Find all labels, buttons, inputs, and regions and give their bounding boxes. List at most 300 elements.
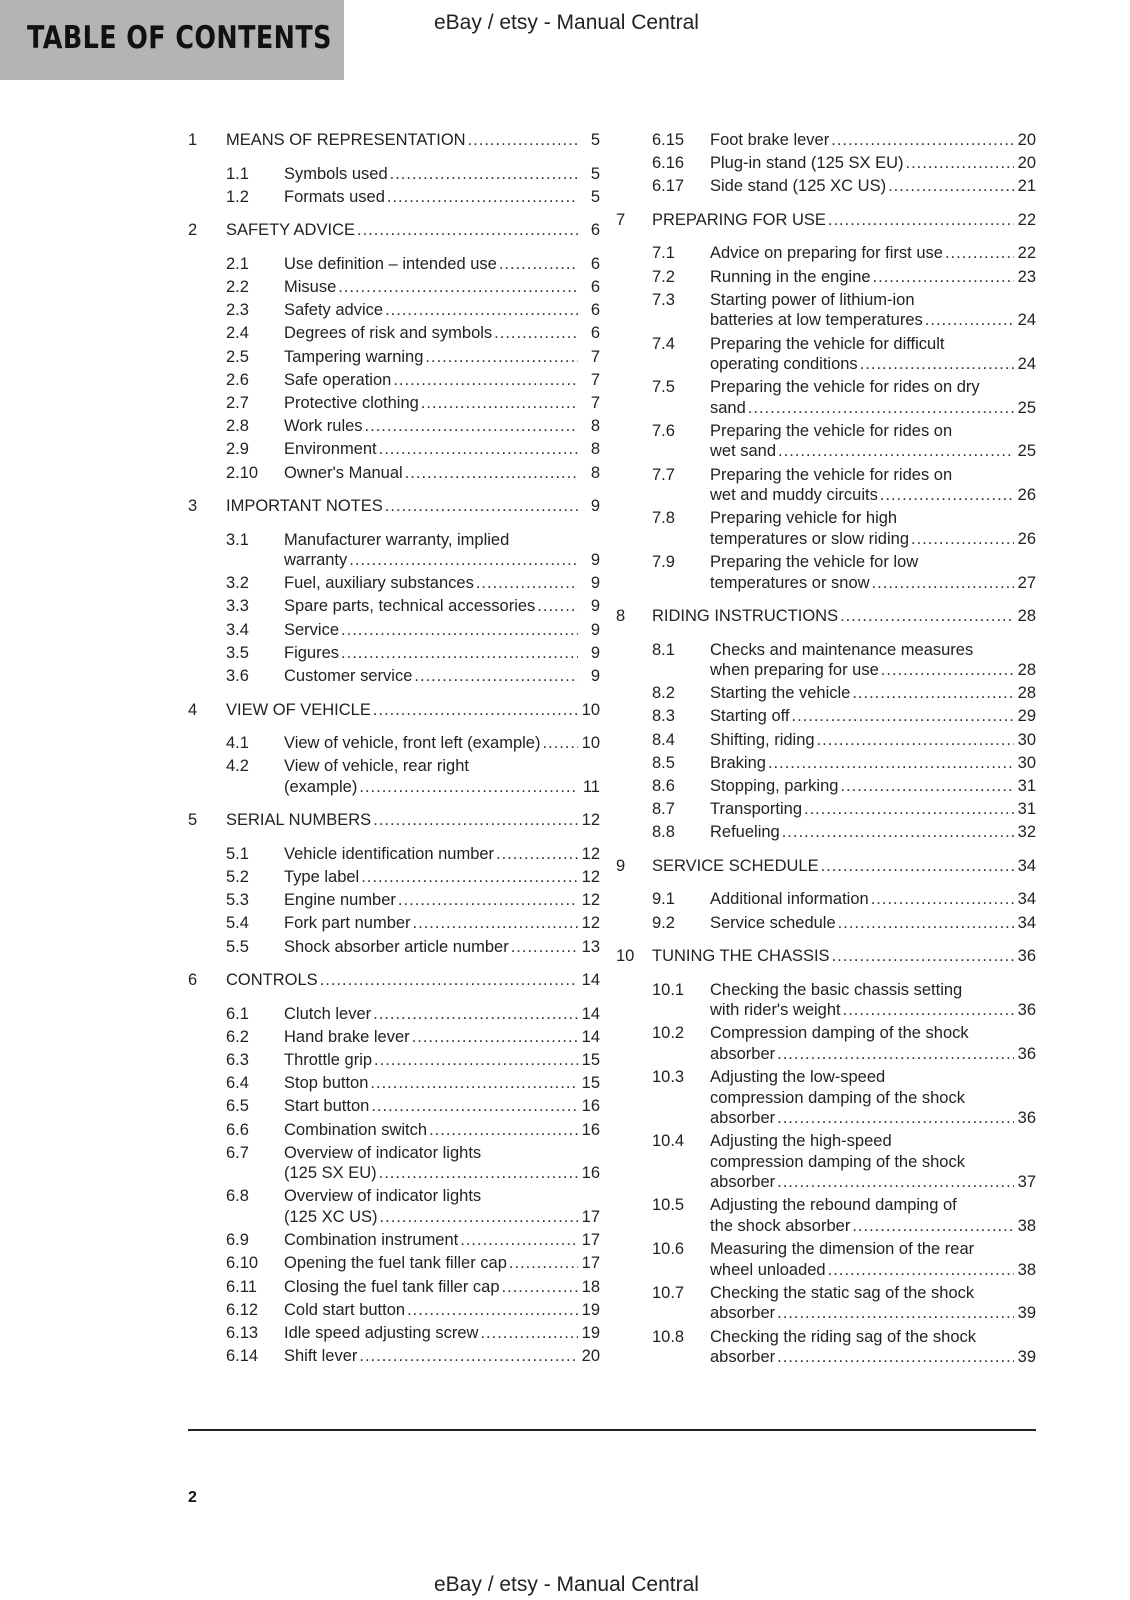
toc-entry-number: 4 (188, 700, 198, 719)
toc-entry-number: 6.16 (652, 154, 685, 173)
toc-entry-page: 21 (1017, 177, 1036, 196)
toc-entry[interactable] (616, 1023, 1036, 1064)
toc-entry-title: SERVICE SCHEDULE (652, 856, 819, 875)
toc-entry-number: 3 (188, 497, 198, 515)
toc-entry[interactable] (616, 290, 1036, 331)
toc-chapter[interactable] (188, 810, 600, 831)
toc-entry-title: Stopping, parking (710, 777, 839, 795)
toc-entry-number: 5 (188, 811, 198, 830)
toc-entry-title: Protective clothing (284, 393, 419, 412)
toc-entry-number: 6 (188, 971, 198, 989)
toc-leader-dots (777, 1347, 1014, 1368)
toc-leader-dots (777, 1044, 1014, 1065)
toc-entry-page: 8 (590, 417, 600, 436)
toc-entry-title: Hand brake lever (284, 1027, 410, 1046)
toc-entry-page: 34 (1017, 890, 1036, 909)
toc-leader-dots (413, 913, 578, 934)
toc-entry-number: 6.5 (226, 1097, 249, 1116)
toc-entry[interactable] (188, 463, 600, 484)
toc-entry-number: 2.6 (226, 370, 249, 389)
toc-leader-dots (374, 1050, 578, 1071)
toc-leader-dots (880, 485, 1014, 506)
toc-entry-page: 12 (581, 914, 600, 933)
toc-entry-page: 32 (1017, 823, 1036, 842)
toc-entry-title: Service (284, 620, 340, 639)
toc-entry-title: Work rules (284, 417, 363, 436)
toc-entry[interactable] (188, 370, 600, 391)
toc-leader-dots (777, 1303, 1014, 1324)
toc-leader-dots (817, 730, 1014, 751)
toc-entry-title: Preparing the vehicle for rides on (710, 465, 953, 484)
toc-entry[interactable] (616, 377, 1036, 418)
toc-entry[interactable] (188, 1230, 600, 1251)
toc-entry-page: 6 (590, 277, 600, 296)
toc-entry-title: Plug-in stand (125 SX EU) (710, 154, 904, 173)
toc-entry-number: 10.8 (652, 1327, 685, 1346)
toc-entry-number: 7.3 (652, 290, 675, 309)
toc-entry-page: 30 (1017, 753, 1036, 772)
toc-entry-page: 18 (581, 1277, 600, 1296)
toc-entry-number: 2 (188, 221, 198, 240)
toc-leader-dots (341, 620, 578, 641)
toc-entry-title: Additional information (710, 890, 869, 909)
toc-entry-title: Manufacturer warranty, implied (284, 530, 510, 549)
toc-entry-number: 10 (616, 947, 635, 966)
toc-entry-title: Starting power of lithium-ion (710, 290, 915, 309)
page-title: TABLE OF CONTENTS (27, 20, 332, 56)
toc-leader-dots (425, 347, 578, 368)
toc-entry-title: absorber (710, 1348, 776, 1366)
toc-entry-title: wet sand (710, 442, 777, 461)
toc-entry-page: 24 (1017, 311, 1036, 330)
toc-entry-page: 34 (1017, 913, 1036, 932)
toc-entry-title: absorber (710, 1109, 776, 1127)
toc-entry-page: 6 (590, 221, 600, 240)
toc-entry-number: 4.1 (226, 734, 249, 752)
toc-entry[interactable] (188, 1323, 600, 1344)
toc-entry-title: IMPORTANT NOTES (226, 497, 383, 515)
toc-entry-title: Checks and maintenance measures (710, 640, 974, 659)
toc-entry-number: 6.12 (226, 1300, 259, 1319)
toc-entry-title: Starting off (710, 707, 790, 726)
toc-entry[interactable] (188, 756, 600, 797)
toc-entry-page: 16 (581, 1164, 600, 1183)
toc-leader-dots (852, 1216, 1013, 1237)
toc-entry-number: 6.6 (226, 1120, 249, 1139)
toc-leader-dots (509, 1253, 578, 1274)
toc-entry-number: 5.2 (226, 867, 249, 886)
toc-entry[interactable] (188, 416, 600, 437)
page-number: 2 (188, 1489, 197, 1506)
toc-leader-dots (499, 254, 578, 275)
toc-entry-title: Vehicle identification number (284, 844, 495, 863)
toc-leader-dots (365, 416, 578, 437)
toc-entry[interactable] (188, 1186, 600, 1227)
toc-leader-dots (414, 666, 578, 687)
toc-entry-title: Symbols used (284, 164, 388, 183)
toc-entry[interactable] (188, 164, 600, 185)
toc-entry-page: 31 (1017, 800, 1036, 819)
toc-entry-page: 17 (581, 1207, 600, 1226)
toc-entry[interactable] (616, 508, 1036, 549)
toc-leader-dots (911, 529, 1014, 550)
toc-leader-dots (925, 310, 1014, 331)
toc-entry-title: when preparing for use (710, 661, 879, 679)
toc-entry[interactable] (188, 1300, 600, 1321)
toc-leader-dots (393, 370, 578, 391)
toc-entry-title: Misuse (284, 277, 337, 296)
toc-entry-number: 2.8 (226, 417, 249, 436)
toc-entry-number: 10.5 (652, 1196, 685, 1215)
toc-entry-number: 2.10 (226, 463, 259, 482)
toc-entry-page: 13 (581, 937, 600, 956)
toc-leader-dots (373, 1004, 578, 1025)
toc-entry-title: Fuel, auxiliary substances (284, 574, 474, 593)
toc-entry[interactable] (188, 187, 600, 208)
toc-entry-number: 2.7 (226, 393, 249, 412)
toc-entry[interactable] (188, 254, 600, 275)
toc-entry-title: Combination instrument (284, 1231, 459, 1250)
toc-chapter[interactable] (188, 496, 600, 517)
toc-entry[interactable] (616, 1131, 1036, 1193)
toc-entry-page: 38 (1017, 1260, 1036, 1279)
toc-entry-title: Engine number (284, 891, 396, 910)
toc-entry-title: compression damping of the shock (710, 1088, 965, 1107)
toc-leader-dots (320, 970, 578, 991)
toc-leader-dots (385, 496, 578, 517)
toc-leader-dots (494, 323, 578, 344)
toc-entry-number: 1.2 (226, 187, 249, 206)
toc-entry-page: 28 (1017, 684, 1036, 703)
toc-entry[interactable] (188, 300, 600, 321)
toc-entry-title: operating conditions (710, 355, 858, 373)
toc-entry[interactable] (188, 573, 600, 594)
toc-entry[interactable] (616, 980, 1036, 1021)
toc-entry-title: Checking the static sag of the shock (710, 1283, 975, 1302)
toc-entry-page: 6 (590, 301, 600, 320)
toc-entry-number: 3.5 (226, 643, 249, 662)
toc-chapter[interactable] (616, 856, 1036, 877)
toc-entry[interactable] (616, 421, 1036, 462)
toc-entry[interactable] (188, 1004, 600, 1025)
toc-entry-number: 7 (616, 210, 626, 229)
toc-leader-dots (542, 733, 577, 754)
toc-leader-dots (888, 176, 1014, 197)
toc-entry-page: 19 (581, 1323, 600, 1342)
toc-entry-title: Formats used (284, 187, 385, 206)
toc-entry[interactable] (188, 1073, 600, 1094)
toc-entry-page: 9 (590, 497, 600, 515)
toc-leader-dots (831, 130, 1013, 151)
toc-entry-number: 6.7 (226, 1143, 249, 1162)
toc-entry-number: 6.2 (226, 1027, 249, 1046)
toc-entry-number: 6.10 (226, 1254, 259, 1273)
toc-leader-dots (373, 700, 578, 721)
toc-entry[interactable] (188, 666, 600, 687)
toc-entry[interactable] (616, 176, 1036, 197)
toc-leader-dots (768, 753, 1014, 774)
toc-leader-dots (871, 889, 1014, 910)
toc-entry-number: 2.9 (226, 440, 249, 459)
toc-entry-page: 12 (581, 867, 600, 886)
toc-entry-number: 6.8 (226, 1187, 249, 1206)
toc-entry[interactable] (616, 1195, 1036, 1236)
toc-entry[interactable] (188, 1346, 600, 1367)
toc-leader-dots (380, 1207, 578, 1228)
toc-chapter[interactable] (616, 946, 1036, 967)
toc-entry[interactable] (188, 1253, 600, 1274)
toc-entry-title: (125 SX EU) (284, 1164, 377, 1183)
toc-entry-title: Overview of indicator lights (284, 1187, 482, 1206)
toc-entry-title: Safe operation (284, 370, 392, 389)
toc-entry[interactable] (616, 776, 1036, 797)
toc-entry-title: wheel unloaded (710, 1260, 826, 1279)
toc-entry[interactable] (188, 596, 600, 617)
toc-entry-number: 5.1 (226, 844, 249, 863)
toc-chapter[interactable] (616, 210, 1036, 231)
toc-entry[interactable] (616, 552, 1036, 593)
toc-entry-title: Shifting, riding (710, 730, 815, 749)
toc-entry-number: 8.7 (652, 800, 675, 819)
toc-leader-dots (804, 799, 1014, 820)
toc-entry-number: 3.3 (226, 597, 249, 616)
toc-entry[interactable] (616, 1283, 1036, 1324)
toc-leader-dots (385, 300, 578, 321)
toc-entry[interactable] (188, 393, 600, 414)
toc-entry[interactable] (616, 913, 1036, 934)
toc-entry-title: Running in the engine (710, 267, 871, 286)
toc-entry-number: 2.5 (226, 347, 249, 366)
toc-entry[interactable] (188, 277, 600, 298)
toc-entry-number: 10.1 (652, 980, 685, 999)
toc-entry[interactable] (616, 706, 1036, 727)
toc-entry-page: 34 (1017, 856, 1036, 875)
toc-entry[interactable] (188, 620, 600, 641)
toc-entry-title: Side stand (125 XC US) (710, 177, 887, 196)
toc-entry-title: Start button (284, 1097, 370, 1116)
toc-entry[interactable] (616, 267, 1036, 288)
toc-entry[interactable] (188, 867, 600, 888)
toc-entry[interactable] (188, 1096, 600, 1117)
toc-leader-dots (881, 660, 1014, 681)
toc-entry[interactable] (188, 1027, 600, 1048)
toc-leader-dots (906, 153, 1014, 174)
toc-entry-page: 7 (590, 370, 600, 389)
toc-entry-title: Compression damping of the shock (710, 1024, 969, 1043)
toc-entry-number: 2.2 (226, 277, 249, 296)
toc-entry-page: 9 (590, 620, 600, 639)
toc-leader-dots (421, 393, 578, 414)
toc-leader-dots (359, 1346, 577, 1367)
toc-entry-number: 6.17 (652, 177, 685, 196)
toc-entry-page: 36 (1017, 1044, 1036, 1063)
toc-entry-title: RIDING INSTRUCTIONS (652, 607, 839, 625)
toc-entry-number: 4.2 (226, 757, 249, 776)
toc-leader-dots (349, 550, 578, 571)
toc-entry-title: Preparing the vehicle for rides on (710, 421, 953, 440)
toc-entry-number: 10.7 (652, 1283, 685, 1302)
toc-entry-title: temperatures or snow (710, 573, 870, 592)
toc-entry-title: Clutch lever (284, 1004, 372, 1023)
toc-entry-title: absorber (710, 1044, 776, 1063)
toc-leader-dots (838, 913, 1014, 934)
toc-entry[interactable] (616, 1327, 1036, 1368)
toc-entry-title: Service schedule (710, 913, 836, 932)
toc-entry[interactable] (616, 1067, 1036, 1129)
toc-entry[interactable] (188, 347, 600, 368)
toc-entry-number: 9 (616, 856, 626, 875)
toc-entry-title: Throttle grip (284, 1050, 373, 1069)
toc-leader-dots (359, 777, 578, 798)
toc-entry-title: Shift lever (284, 1347, 358, 1366)
toc-entry[interactable] (188, 1277, 600, 1298)
toc-entry[interactable] (616, 465, 1036, 506)
toc-entry-title: Overview of indicator lights (284, 1143, 482, 1162)
toc-entry-page: 38 (1017, 1216, 1036, 1235)
toc-leader-dots (843, 1000, 1014, 1021)
toc-entry-page: 9 (590, 597, 600, 616)
toc-leader-dots (496, 844, 578, 865)
toc-entry-number: 8.8 (652, 823, 675, 842)
toc-entry-number: 3.4 (226, 620, 249, 639)
toc-entry[interactable] (616, 640, 1036, 681)
toc-entry-number: 1.1 (226, 164, 249, 183)
toc-entry-page: 8 (590, 463, 600, 482)
toc-entry-number: 9.2 (652, 913, 675, 932)
toc-entry[interactable] (616, 889, 1036, 910)
toc-chapter[interactable] (188, 970, 600, 991)
toc-entry-page: 22 (1017, 244, 1036, 263)
toc-entry-title: View of vehicle, rear right (284, 757, 469, 776)
toc-entry-number: 6.11 (226, 1277, 257, 1296)
toc-entry-number: 1 (188, 131, 198, 149)
toc-entry[interactable] (188, 1120, 600, 1141)
toc-entry-title: Figures (284, 643, 340, 662)
toc-entry-page: 22 (1017, 210, 1036, 229)
toc-entry-page: 39 (1017, 1304, 1036, 1323)
toc-entry-title: View of vehicle, front left (example) (284, 734, 541, 752)
toc-entry-page: 16 (581, 1097, 600, 1116)
toc-entry-number: 8.6 (652, 777, 675, 795)
toc-leader-dots (840, 606, 1014, 627)
toc-chapter[interactable] (188, 220, 600, 241)
toc-entry-page: 39 (1017, 1348, 1036, 1366)
toc-entry-page: 37 (1017, 1173, 1036, 1192)
footer-divider (188, 1429, 1036, 1431)
toc-entry-number: 6.1 (226, 1004, 249, 1023)
toc-entry[interactable] (616, 334, 1036, 375)
toc-entry-title: Preparing the vehicle for difficult (710, 334, 945, 353)
toc-entry-title: VIEW OF VEHICLE (226, 700, 371, 719)
toc-entry-title: Refueling (710, 823, 780, 842)
toc-entry-title: with rider's weight (710, 1001, 841, 1020)
toc-entry[interactable] (616, 753, 1036, 774)
toc-entry-title: TUNING THE CHASSIS (652, 947, 830, 966)
toc-entry-page: 17 (581, 1254, 600, 1273)
toc-entry-page: 10 (581, 734, 600, 752)
toc-entry-page: 36 (1017, 1001, 1036, 1020)
toc-entry[interactable] (188, 530, 600, 571)
toc-entry[interactable] (188, 439, 600, 460)
toc-entry-page: 29 (1017, 707, 1036, 726)
toc-entry-number: 8 (616, 607, 626, 625)
toc-leader-dots (398, 890, 578, 911)
toc-entry[interactable] (188, 1050, 600, 1071)
toc-entry[interactable] (616, 730, 1036, 751)
toc-entry[interactable] (616, 683, 1036, 704)
toc-entry-page: 5 (590, 187, 600, 206)
toc-entry[interactable] (616, 822, 1036, 843)
toc-entry-title: wet and muddy circuits (710, 486, 878, 505)
toc-leader-dots (537, 596, 578, 617)
toc-entry-title: Use definition – intended use (284, 254, 497, 273)
toc-entry-number: 6.15 (652, 131, 685, 149)
toc-entry[interactable] (188, 323, 600, 344)
toc-entry[interactable] (188, 937, 600, 958)
toc-entry-page: 36 (1017, 1109, 1036, 1127)
toc-entry-number: 7.6 (652, 421, 675, 440)
toc-entry-title: Transporting (710, 800, 803, 819)
toc-entry-page: 12 (581, 891, 600, 910)
toc-leader-dots (480, 1323, 577, 1344)
toc-entry[interactable] (188, 913, 600, 934)
toc-leader-dots (502, 1277, 578, 1298)
toc-leader-dots (405, 463, 578, 484)
toc-entry[interactable] (616, 1239, 1036, 1280)
toc-entry-title: Checking the riding sag of the shock (710, 1327, 976, 1346)
toc-entry[interactable] (188, 1143, 600, 1184)
toc-entry-title: PREPARING FOR USE (652, 210, 826, 229)
toc-leader-dots (832, 946, 1014, 967)
toc-entry-title: temperatures or slow riding (710, 529, 909, 548)
toc-entry[interactable] (616, 130, 1036, 151)
toc-leader-dots (341, 643, 578, 664)
toc-entry[interactable] (616, 153, 1036, 174)
toc-leader-dots (387, 187, 578, 208)
toc-entry-number: 7.4 (652, 334, 675, 353)
toc-entry-page: 10 (581, 700, 600, 719)
toc-entry-number: 7.9 (652, 553, 675, 571)
toc-entry-number: 2.4 (226, 324, 249, 343)
toc-entry-title: Checking the basic chassis setting (710, 980, 963, 999)
toc-entry-title: Stop button (284, 1074, 369, 1093)
toc-entry[interactable] (188, 890, 600, 911)
toc-entry[interactable] (616, 799, 1036, 820)
toc-chapter[interactable] (188, 130, 600, 151)
toc-entry-number: 2.3 (226, 301, 249, 320)
toc-entry-title: Owner's Manual (284, 463, 403, 482)
toc-entry-page: 6 (590, 254, 600, 273)
toc-leader-dots (371, 1096, 577, 1117)
toc-entry[interactable] (616, 243, 1036, 264)
toc-leader-dots (338, 277, 578, 298)
toc-leader-dots (778, 441, 1014, 462)
toc-chapter[interactable] (188, 700, 600, 721)
toc-entry-title: batteries at low temperatures (710, 311, 923, 330)
toc-chapter[interactable] (616, 606, 1036, 627)
toc-entry-number: 6.3 (226, 1050, 249, 1069)
toc-entry-page: 20 (1017, 154, 1036, 173)
toc-entry-page: 19 (581, 1300, 600, 1319)
toc-entry-number: 3.2 (226, 574, 249, 593)
toc-entry[interactable] (188, 844, 600, 865)
toc-entry-page: 11 (582, 777, 600, 796)
toc-entry-page: 9 (590, 574, 600, 593)
toc-entry-number: 6.14 (226, 1347, 259, 1366)
toc-entry[interactable] (188, 643, 600, 664)
toc-entry-number: 7.2 (652, 267, 675, 286)
toc-entry[interactable] (188, 733, 600, 754)
